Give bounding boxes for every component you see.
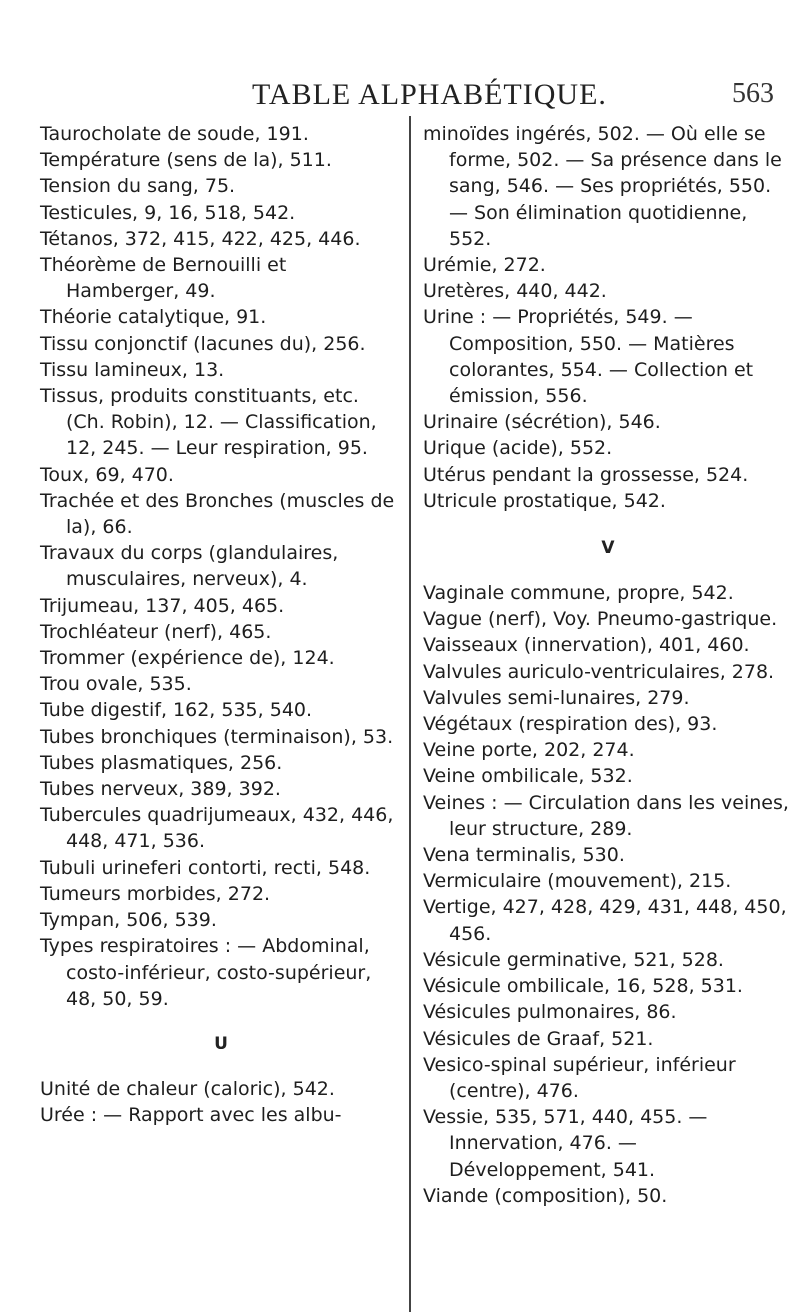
column-divider bbox=[409, 116, 411, 1312]
index-entry: Tétanos, 372, 415, 422, 425, 446. bbox=[40, 227, 361, 250]
index-entry: Taurocholate de soude, 191. bbox=[40, 123, 309, 145]
index-entry: Tubuli urineferi contorti, recti, 548. bbox=[40, 856, 371, 879]
page-header bbox=[0, 78, 800, 114]
index-entry: Vesico-spinal supérieur, inférieur (centre), 476. bbox=[423, 1053, 736, 1102]
index-entry: Tube digestif, 162, 535, 540. bbox=[40, 699, 313, 722]
index-entry: minoïdes ingérés, 502. — Où elle se forme, 502. — Sa présence dans le sang, 546. — Ses propriétés, 550. — Son élimination quotidienne, 552. bbox=[423, 123, 782, 250]
index-entry: Tumeurs morbides, 272. bbox=[40, 882, 271, 905]
index-entry: Veine ombilicale, 532. bbox=[423, 765, 633, 788]
index-entry: Tissu lamineux, 13. bbox=[40, 358, 225, 381]
index-entry: Veines : — Circulation dans les veines, leur structure, 289. bbox=[423, 791, 789, 840]
entries-t bbox=[40, 121, 402, 1012]
index-entry: Vésicules de Graaf, 521. bbox=[423, 1027, 654, 1050]
index-entry: Unité de chaleur (caloric), 542. bbox=[40, 1077, 335, 1100]
index-entry: Viande (composition), 50. bbox=[423, 1184, 668, 1207]
index-entry: Types respiratoires : — Abdominal, costo-inférieur, costo-supérieur, 48, 50, 59. bbox=[40, 935, 372, 1010]
index-entry: Tissus, produits constituants, etc. (Ch. Robin), 12. — Classification, 12, 245. — Leur respiration, 95. bbox=[40, 385, 377, 460]
index-entry: Travaux du corps (glandulaires, musculaires, nerveux), 4. bbox=[40, 542, 339, 591]
index-entry: Trommer (expérience de), 124. bbox=[40, 647, 335, 670]
index-entry: Tubes nerveux, 389, 392. bbox=[40, 778, 281, 801]
left-column bbox=[40, 121, 402, 1128]
index-entry: Vésicule germinative, 521, 528. bbox=[423, 948, 724, 971]
right-column bbox=[423, 121, 793, 1209]
index-entry: Tubes bronchiques (terminaison), 53. bbox=[40, 725, 394, 748]
index-entry: Uretères, 440, 442. bbox=[423, 280, 607, 303]
index-entry: Vésicules pulmonaires, 86. bbox=[423, 1001, 677, 1024]
index-entry: Trachée et des Bronches (muscles de la), 66. bbox=[40, 489, 395, 539]
index-entry: Urémie, 272. bbox=[423, 254, 546, 277]
index-entry: Tubes plasmatiques, 256. bbox=[40, 751, 283, 774]
index-entry: Tension du sang, 75. bbox=[40, 175, 236, 198]
index-entry: Vaginale commune, propre, 542. bbox=[423, 582, 734, 605]
entries-u-start bbox=[40, 1076, 402, 1128]
index-entry: Trou ovale, 535. bbox=[40, 673, 192, 696]
index-entry: Urique (acide), 552. bbox=[423, 437, 613, 460]
index-entry: Tympan, 506, 539. bbox=[40, 909, 217, 932]
index-entry: Vague (nerf), Voy. Pneumo-gastrique. bbox=[423, 608, 778, 631]
index-entry: Trochléateur (nerf), 465. bbox=[40, 620, 272, 643]
index-entry: Valvules auriculo-ventriculaires, 278. bbox=[423, 660, 775, 683]
index-entry: Théorème de Bernouilli et Hamberger, 49. bbox=[40, 254, 287, 303]
index-entry: Tissu conjonctif (lacunes du), 256. bbox=[40, 332, 366, 355]
running-title: TABLE ALPHABÉTIQUE. bbox=[252, 78, 607, 111]
index-entry: Trijumeau, 137, 405, 465. bbox=[40, 594, 285, 617]
index-entry: Valvules semi-lunaires, 279. bbox=[423, 686, 690, 709]
index-entry: Végétaux (respiration des), 93. bbox=[423, 713, 718, 736]
index-entry: Théorie catalytique, 91. bbox=[40, 306, 267, 329]
index-entry: Vésicule ombilicale, 16, 528, 531. bbox=[423, 975, 743, 998]
index-entry: Urinaire (sécrétion), 546. bbox=[423, 411, 661, 434]
index-entry: Vaisseaux (innervation), 401, 460. bbox=[423, 634, 750, 657]
index-entry: Utricule prostatique, 542. bbox=[423, 489, 666, 512]
entries-v bbox=[423, 580, 793, 1209]
index-entry: Tubercules quadrijumeaux, 432, 446, 448, 471, 536. bbox=[40, 804, 394, 853]
index-entry: Température (sens de la), 511. bbox=[40, 149, 332, 172]
entries-u-cont bbox=[423, 121, 793, 514]
section-letter-v: V bbox=[601, 538, 615, 559]
index-entry: Vertige, 427, 428, 429, 431, 448, 450, 456. bbox=[423, 896, 787, 945]
index-entry: Utérus pendant la grossesse, 524. bbox=[423, 463, 749, 486]
index-entry: Vermiculaire (mouvement), 215. bbox=[423, 870, 732, 893]
index-entry: Toux, 69, 470. bbox=[40, 463, 174, 486]
index-entry: Urine : — Propriétés, 549. — Composition, 550. — Matières colorantes, 554. — Collection et émission, 556. bbox=[423, 306, 754, 408]
page-number: 563 bbox=[732, 78, 774, 109]
index-entry: Vena terminalis, 530. bbox=[423, 844, 625, 867]
section-letter-u: U bbox=[214, 1033, 228, 1054]
index-entry: Vessie, 535, 571, 440, 455. — Innervation, 476. — Développement, 541. bbox=[423, 1106, 708, 1181]
index-entry: Testicules, 9, 16, 518, 542. bbox=[40, 201, 296, 224]
index-entry: Veine porte, 202, 274. bbox=[423, 739, 635, 762]
index-entry: Urée : — Rapport avec les albu- bbox=[40, 1104, 342, 1127]
